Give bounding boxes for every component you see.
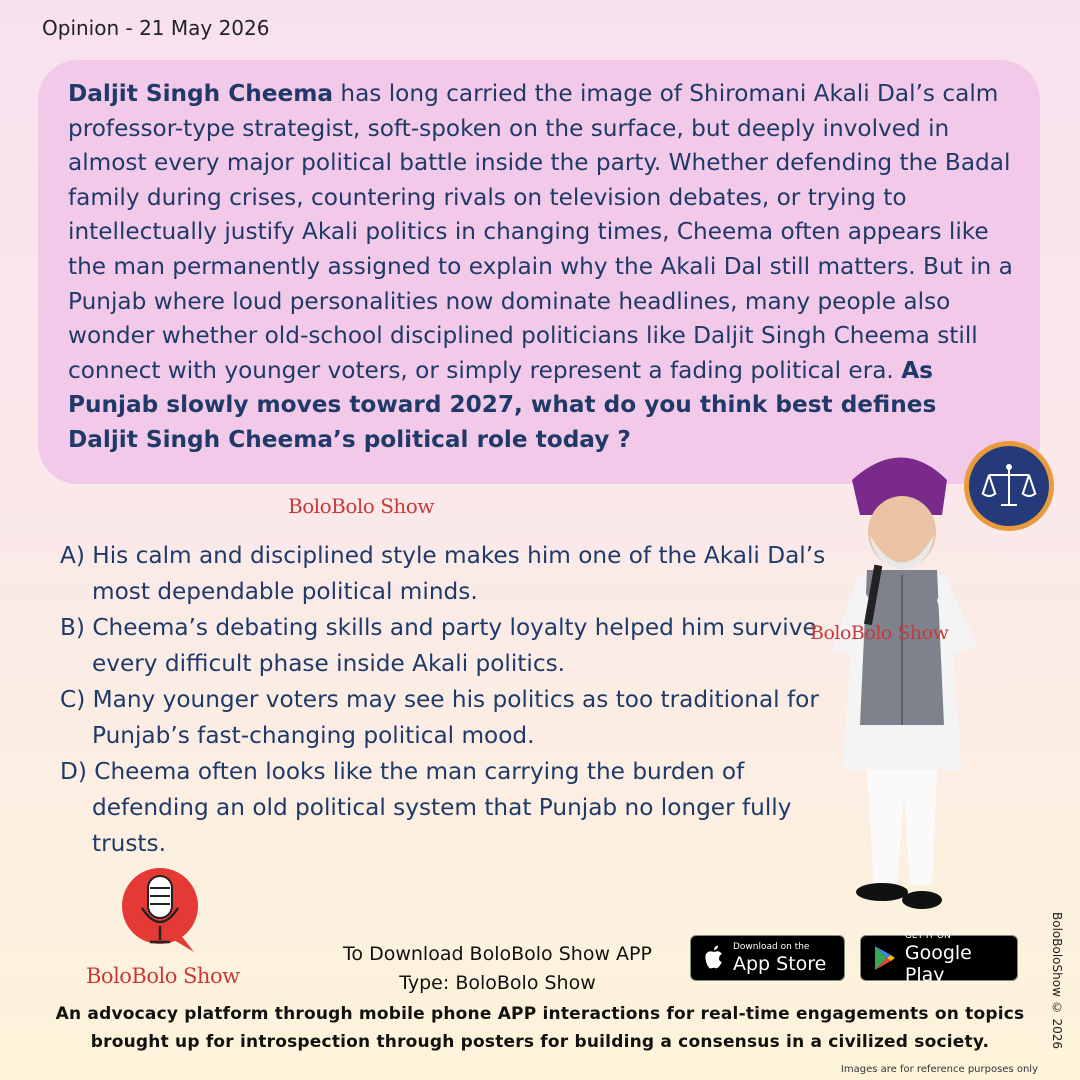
copyright-notice: BoloBoloShow © 2026 <box>1050 912 1064 1050</box>
google-play-icon <box>873 945 897 971</box>
question-body: has long carried the image of Shiromani Akali Dal’s calm professor-type strategist, soft-spoken on the surface, but deeply involved in almost every major political battle inside the party. Whether defending the Badal family during crises, countering rivals on television debates, or trying to intellectually justify Akali politics in changing times, Cheema often appears like the man permanently assigned to explain why the Akali Dal still matters. But in a Punjab where loud personalities now dominate headlines, many people also wonder whether old-school disciplined politicians like Daljit Singh Cheema still connect with younger voters, or simply represent a fading political era. <box>68 80 1013 384</box>
politician-name: Daljit Singh Cheema <box>68 80 334 107</box>
illustration-brand-watermark: BoloBolo Show <box>810 622 949 644</box>
option-b[interactable]: B) Cheema’s debating skills and party loyalty helped him survive every difficult phase inside Akali politics. <box>60 614 817 677</box>
appstore-small-label: Download on the <box>733 941 810 952</box>
brand-logo-text: BoloBolo Show <box>86 964 240 988</box>
download-instructions <box>300 940 695 998</box>
option-d[interactable]: D) Cheema often looks like the man carrying the burden of defending an old political system that Punjab no longer fully trusts. <box>60 758 792 857</box>
question-text <box>68 77 1014 458</box>
brand-watermark: BoloBolo Show <box>288 494 434 518</box>
download-line-1: To Download BoloBolo Show APP <box>343 943 652 965</box>
google-play-button[interactable] <box>860 930 1018 986</box>
option-c[interactable]: C) Many younger voters may see his politics as too traditional for Punjab’s fast-changing political mood. <box>60 686 819 749</box>
options-list <box>60 538 840 862</box>
option-a[interactable]: A) His calm and disciplined style makes him one of the Akali Dal’s most dependable political minds. <box>60 542 826 605</box>
app-store-button[interactable] <box>690 935 845 981</box>
podcast-mic-logo-icon <box>120 864 200 954</box>
image-disclaimer: Images are for reference purposes only <box>840 1064 1038 1075</box>
post-date: Opinion - 21 May 2026 <box>42 16 270 40</box>
appstore-big-label: App Store <box>733 952 827 975</box>
footer-mission-statement: An advocacy platform through mobile phone APP interactions for real-time engagements on topics brought up for introspection through posters for building a consensus in a civilized society. <box>55 1004 1025 1052</box>
question-prompt: As Punjab slowly moves toward 2027, what do you think best defines Daljit Singh Cheema’s political role today ? <box>68 356 937 453</box>
politician-illustration <box>812 440 992 920</box>
apple-icon <box>703 945 725 971</box>
gplay-small-label: GET IT ON <box>904 930 951 941</box>
gplay-big-label: Google Play <box>904 941 972 986</box>
download-line-2: Type: BoloBolo Show <box>399 972 596 994</box>
question-box <box>38 60 1040 484</box>
